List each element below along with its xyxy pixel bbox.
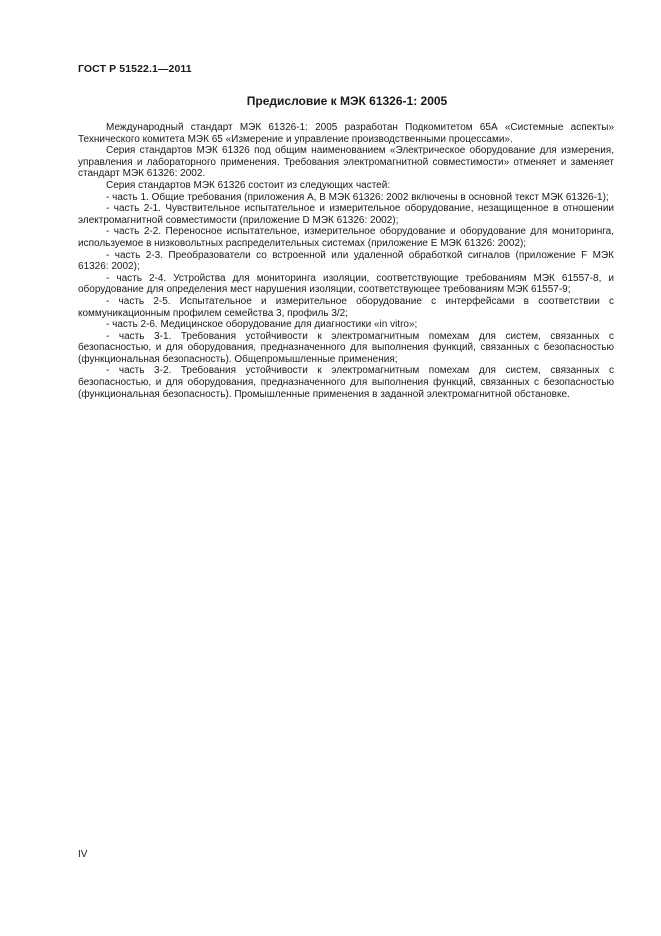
- paragraph: Серия стандартов МЭК 61326 состоит из следующих частей:: [106, 179, 391, 191]
- list-item: - часть 1. Общие требования (приложения А, В МЭК 61326: 2002 включены в основной текст МЭК 61326-1);: [106, 191, 609, 203]
- list-item: - часть 2-2. Переносное испытательное, измерительное оборудование и оборудование для мониторинга, используемое в низковольтных распределительных системах (приложение Е МЭК 61326: 2002);: [78, 226, 614, 249]
- body-text: [78, 122, 614, 400]
- list-item: - часть 2-6. Медицинское оборудование для диагностики «in vitro»;: [106, 319, 418, 331]
- paragraph: Международный стандарт МЭК 61326-1: 2005 разработан Подкомитетом 65А «Системные аспекты» Технического комитета МЭК 65 «Измерение и управление производственными процессами».: [78, 122, 614, 145]
- section-title: Предисловие к МЭК 61326-1: 2005: [246, 94, 448, 108]
- list-item: - часть 3-2. Требования устойчивости к электромагнитным помехам для систем, связанных с безопасностью, и для оборудования, предназначенного для выполнения функций, связанных с безопасностью (функциональная безопасность). Промышленные применения в заданной электромагнитной обстановке.: [78, 365, 614, 400]
- list-item: - часть 3-1. Требования устойчивости к электромагнитным помехам для систем, связанных с безопасностью, и для оборудования, предназначенного для выполнения функций, связанных с безопасностью (функциональная безопасность). Общепромышленные применения;: [78, 330, 614, 365]
- list-item: - часть 2-3. Преобразователи со встроенной или удаленной обработкой сигналов (приложение F МЭК 61326: 2002);: [78, 249, 614, 273]
- document-header: ГОСТ Р 51522.1—2011: [78, 63, 192, 75]
- paragraph: Серия стандартов МЭК 61326 под общим наименованием «Электрическое оборудование для измерения, управления и лабораторного применения. Требования электромагнитной совместимости» отменяет и заменяет стандарт МЭК 61326: 2002.: [78, 145, 614, 180]
- list-item: - часть 2-5. Испытательное и измерительное оборудование с интерфейсами в соответствии с коммуникационным профилем семейства 3, профиль 3/2;: [78, 295, 614, 319]
- list-item: - часть 2-1. Чувствительное испытательное и измерительное оборудование, незащищенное в отношении электромагнитной совместимости (приложение D МЭК 61326: 2002);: [78, 203, 614, 226]
- list-item: - часть 2-4. Устройства для мониторинга изоляции, соответствующие требованиям МЭК 61557-8, и оборудование для определения мест нарушения изоляции, соответствующее требованиям МЭК 61557-9;: [78, 272, 614, 296]
- page-number: IV: [78, 849, 88, 860]
